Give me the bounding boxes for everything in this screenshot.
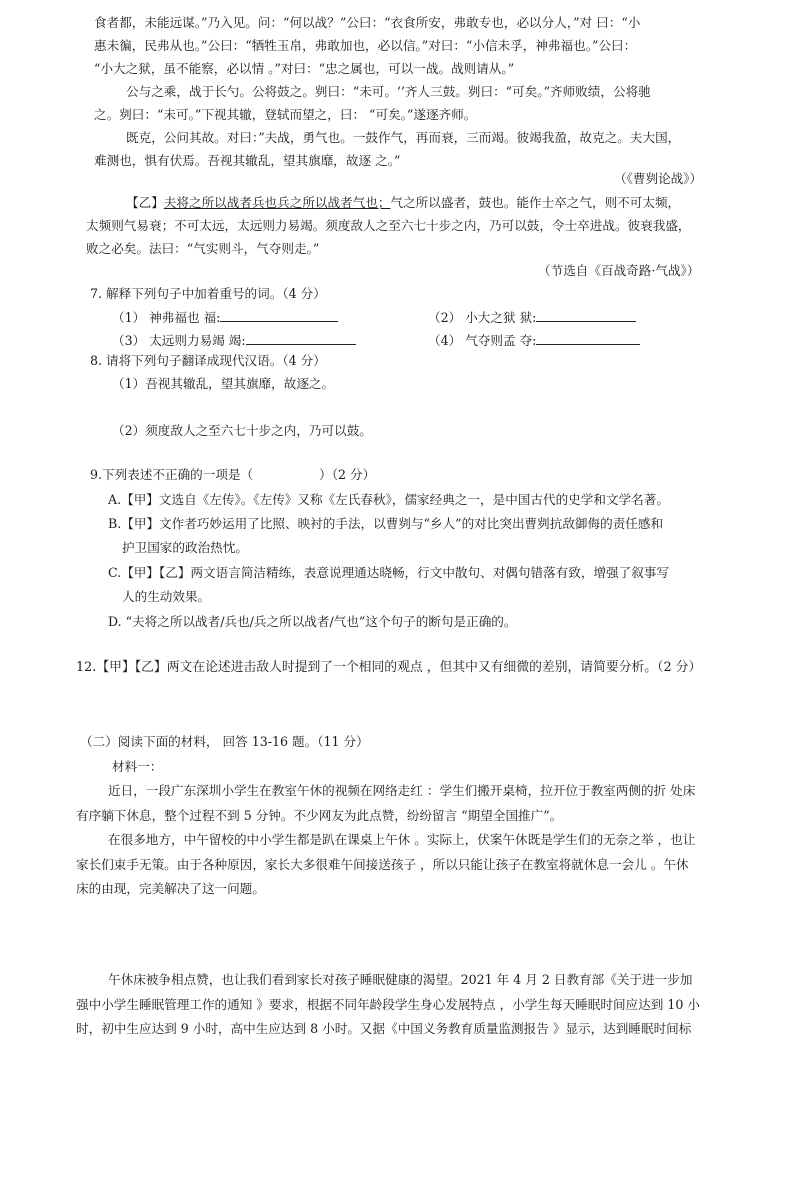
q9-option-b-line-2: 护卫国家的政治热忱。	[122, 540, 248, 555]
q9-stem: 9.下列表述不正确的一项是（ ）（2 分）	[90, 467, 376, 482]
jia-line-1: 食者都，未能远谋。”乃入见。问：“何以战？”公曰：“衣食所安，弗敢专也，必以分人，”对 曰：“小	[94, 15, 641, 30]
yi-line-2: 太频则气易衰；不可太远，太远则力易竭。须度敌人之至六七十步之内，乃可以鼓，令士卒进战。彼衰我盛，	[86, 218, 691, 233]
answer-blank[interactable]	[246, 332, 356, 345]
q9-option-a: A.【甲】文选自《左传》。《左传》又称《左氏春秋》，儒家经典之一，是中国古代的史学和文学名著。	[108, 492, 669, 507]
q7-item-1: （1） 神弗福也 福:	[112, 309, 338, 326]
p3-line-3: 时，初中生应达到 9 小时，高中生应达到 8 小时。又据《中国义务教育质量监测报告 》显示，达到睡眠时间标	[76, 1021, 692, 1036]
q8-stem: 8. 请将下列句子翻译成现代汉语。（4 分）	[90, 353, 326, 368]
q9-option-c-line-2: 人的生动效果。	[122, 589, 211, 604]
answer-blank[interactable]	[536, 332, 640, 345]
jia-line-5: 之。刿曰：“未可。”下视其辙，登轼而望之，曰： “可矣。”遂逐齐师。	[94, 107, 477, 122]
p3-line-2: 强中小学生睡眠管理工作的通知 》要求，根据不同年龄段学生身心发展特点 ，小学生每天睡眠时间应达到 10 小	[76, 997, 700, 1012]
jia-line-2: 惠未徧，民弗从也。”公曰：“牺牲玉帛，弗敢加也，必以信。”对曰：“小信未孚，神弗福也。”公曰：	[94, 38, 637, 53]
q12-text: 12.【甲】【乙】两文在论述进击敌人时提到了一个相同的观点 ，但其中又有细微的差别，请简要分析。（2 分）	[76, 660, 702, 675]
q7-item-3: （3） 太远则力易竭 竭:	[112, 332, 356, 349]
p3-line-1: 午休床被争相点赞，也让我们看到家长对孩子睡眠健康的渴望。2021 年 4 月 2 日教育部《关于进一步加	[108, 972, 693, 987]
yi-line-1-rest: 气之所以盛者，鼓也。能作士卒之气，则不可太频，	[390, 195, 681, 210]
yi-source: （节选自《百战奇路·气战》）	[538, 263, 700, 278]
section-2-heading: （二）阅读下面的材料， 回答 13-16 题。（11 分）	[80, 734, 369, 749]
jia-source: （《曹刿论战》）	[614, 171, 703, 186]
q9-option-d: D. “夫将之所以战者/兵也/兵之所以战者/气也”这个句子的断句是正确的。	[108, 614, 517, 629]
yi-underlined-sentence: 夫将之所以战者兵也兵之所以战者气也；	[163, 195, 391, 210]
yi-line-1	[126, 195, 680, 211]
yi-label: 【乙】	[126, 195, 164, 210]
q7-item-4: （4） 气夺则孟 夺:	[428, 332, 640, 349]
jia-line-4: 公与之乘，战于长勺。公将鼓之。刿曰：“未可。‘’齐人三鼓。刿曰：“可矣。”齐师败绩，公将驰	[126, 84, 651, 99]
yi-line-3: 败之必矣。法曰：“气实则斗，气夺则走。”	[86, 241, 320, 256]
p2-line-1: 在很多地方，中午留校的中小学生都是趴在课桌上午休 。实际上，伏案午休既是学生们的无奈之举 ，也让	[108, 832, 696, 847]
p1-line-1: 近日，一段广东深圳小学生在教室午休的视频在网络走红 ：学生们搬开桌椅，拉开位于教室两侧的折 处床	[108, 783, 696, 798]
jia-line-7: 难测也，惧有伏焉。吾视其辙乱，望其旗靡，故逐 之。”	[94, 153, 401, 168]
q8-item-2: （2）须度敌人之至六七十步之内，乃可以鼓。	[112, 423, 372, 438]
material-label: 材料一：	[112, 759, 163, 774]
jia-line-3: “小大之狱，虽不能察，必以情 。”对曰：“忠之属也，可以一战。战则请从。”	[94, 61, 515, 76]
answer-blank[interactable]	[536, 309, 636, 322]
q8-item-1: （1）吾视其辙乱，望其旗靡，故逐之。	[112, 376, 335, 391]
q9-option-c-line-1: C.【甲】【乙】两文语言简洁精练，表意说理通达晓畅，行文中散句、对偶句错落有致，增强了叙事写	[108, 565, 670, 580]
answer-blank[interactable]	[220, 309, 338, 322]
p1-line-2: 有序躺下休息，整个过程不到 5 分钟。不少网友为此点赞，纷纷留言 “期望全国推广”。	[76, 808, 563, 823]
p2-line-3: 床的由现，完美解决了这一问题。	[76, 881, 265, 896]
jia-line-6: 既克，公问其故。对曰：”夫战，勇气也。一鼓作气，再而衰，三而竭。彼竭我盈，故克之。夫大国，	[126, 130, 681, 145]
q7-stem: 7. 解释下列句子中加着重号的词。（4 分）	[90, 286, 326, 301]
q7-item-2: （2） 小大之狱 狱:	[428, 309, 636, 326]
p2-line-2: 家长们束手无策。由于各种原因，家长大多很难午间接送孩子 ，所以只能让孩子在教室将就休息一会儿 。午休	[76, 857, 689, 872]
q9-option-b-line-1: B.【甲】文作者巧妙运用了比照、映衬的手法，以曹刿与“乡人”的对比突出曹刿抗敌御侮的责任感和	[108, 516, 664, 531]
